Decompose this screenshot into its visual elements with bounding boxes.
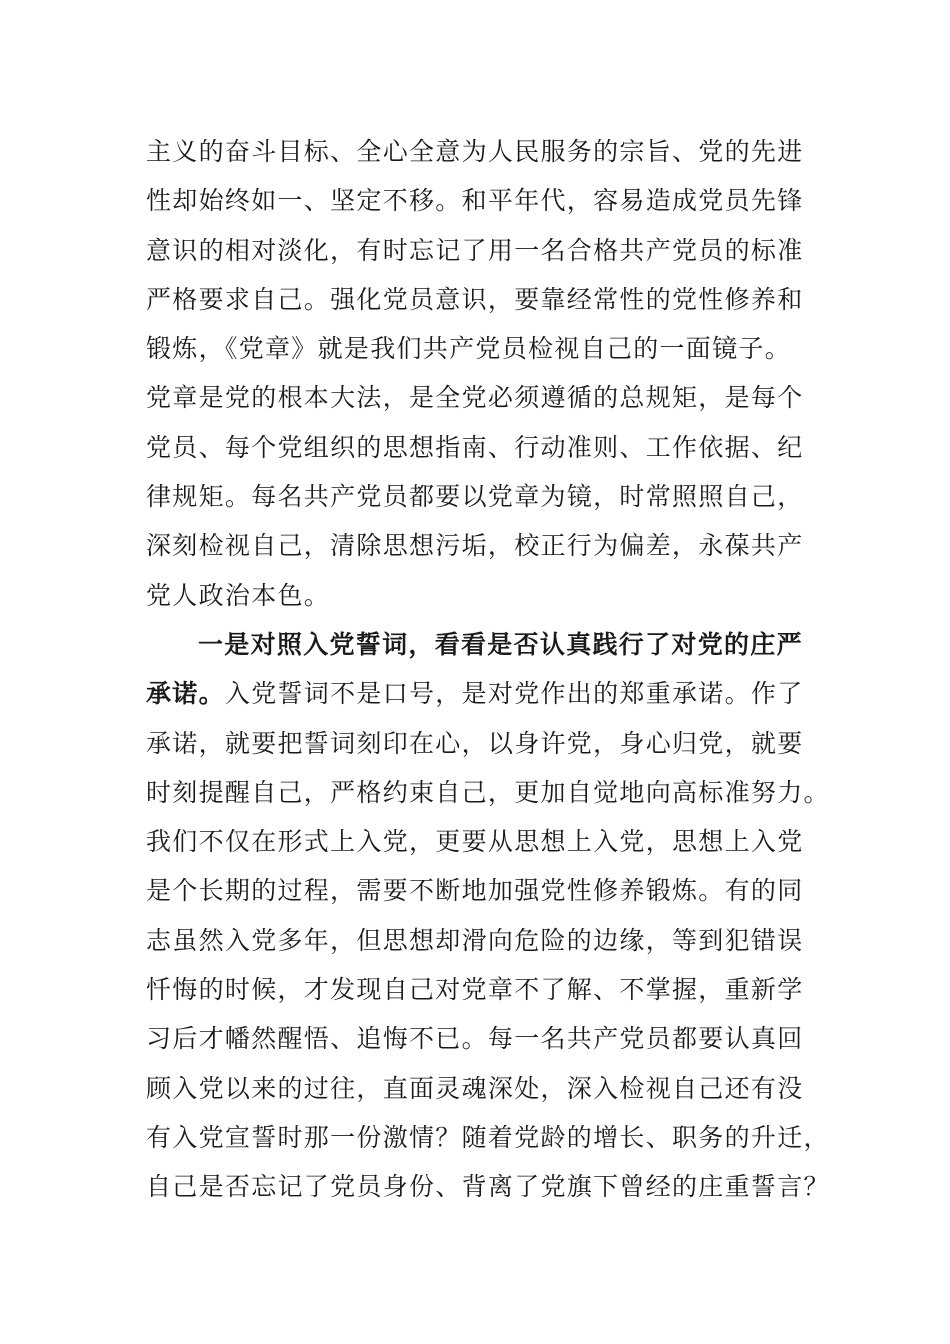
paragraph-line: 主义的奋斗目标、全心全意为人民服务的宗旨、党的先进 [146,137,804,166]
paragraph-line: 深刻检视自己，清除思想污垢，校正行为偏差，永葆共产 [146,531,804,561]
paragraph-line: 锻炼，《党章》就是我们共产党员检视自己的一面镜子。 [146,334,792,364]
paragraph-line: 我们不仅在形式上入党，更要从思想上入党，思想上入党 [146,827,804,857]
body-text [146,127,830,1212]
paragraph-line: 习后才幡然醒悟、追悔不已。每一名共产党员都要认真回 [146,1024,804,1054]
paragraph-line: 意识的相对淡化，有时忘记了用一名合格共产党员的标准 [146,235,804,265]
paragraph-line: 顾入党以来的过往，直面灵魂深处，深入检视自己还有没 [146,1073,804,1103]
paragraph-line: 承诺，就要把誓词刻印在心，以身许党，身心归党，就要 [146,728,804,758]
paragraph-line: 律规矩。每名共产党员都要以党章为镜，时常照照自己， [146,482,804,512]
paragraph-line [146,669,806,718]
paragraph-line: 自己是否忘记了党员身份、背离了党旗下曾经的庄重誓言？ [146,1172,830,1202]
paragraph-line-rest: 入党誓词不是口号，是对党作出的郑重承诺。作了 [224,679,804,709]
paragraph-1 [146,127,806,620]
paragraph-line: 时刻提醒自己，严格约束自己，更加自觉地向高标准努力。 [146,777,830,807]
paragraph-heading-end: 承诺。 [146,679,225,709]
paragraph-2 [146,620,830,1212]
paragraph-line: 党员、每个党组织的思想指南、行动准则、工作依据、纪 [146,432,804,462]
paragraph-line: 是个长期的过程，需要不断地加强党性修养锻炼。有的同 [146,876,804,906]
paragraph-heading-line: 一是对照入党誓词，看看是否认真践行了对党的庄严 [198,629,803,659]
paragraph-line: 有入党宣誓时那一份激情？随着党龄的增长、职务的升迁， [146,1122,830,1152]
paragraph-line: 党人政治本色。 [146,580,331,610]
paragraph-line: 志虽然入党多年，但思想却滑向危险的边缘，等到犯错误 [146,925,804,955]
paragraph-line: 忏悔的时候，才发现自己对党章不了解、不掌握，重新学 [146,975,804,1005]
paragraph-line: 严格要求自己。强化党员意识，要靠经常性的党性修养和 [146,284,804,314]
paragraph-line: 性却始终如一、坚定不移。和平年代，容易造成党员先锋 [146,186,804,216]
paragraph-line: 党章是党的根本大法，是全党必须遵循的总规矩，是每个 [146,383,804,413]
